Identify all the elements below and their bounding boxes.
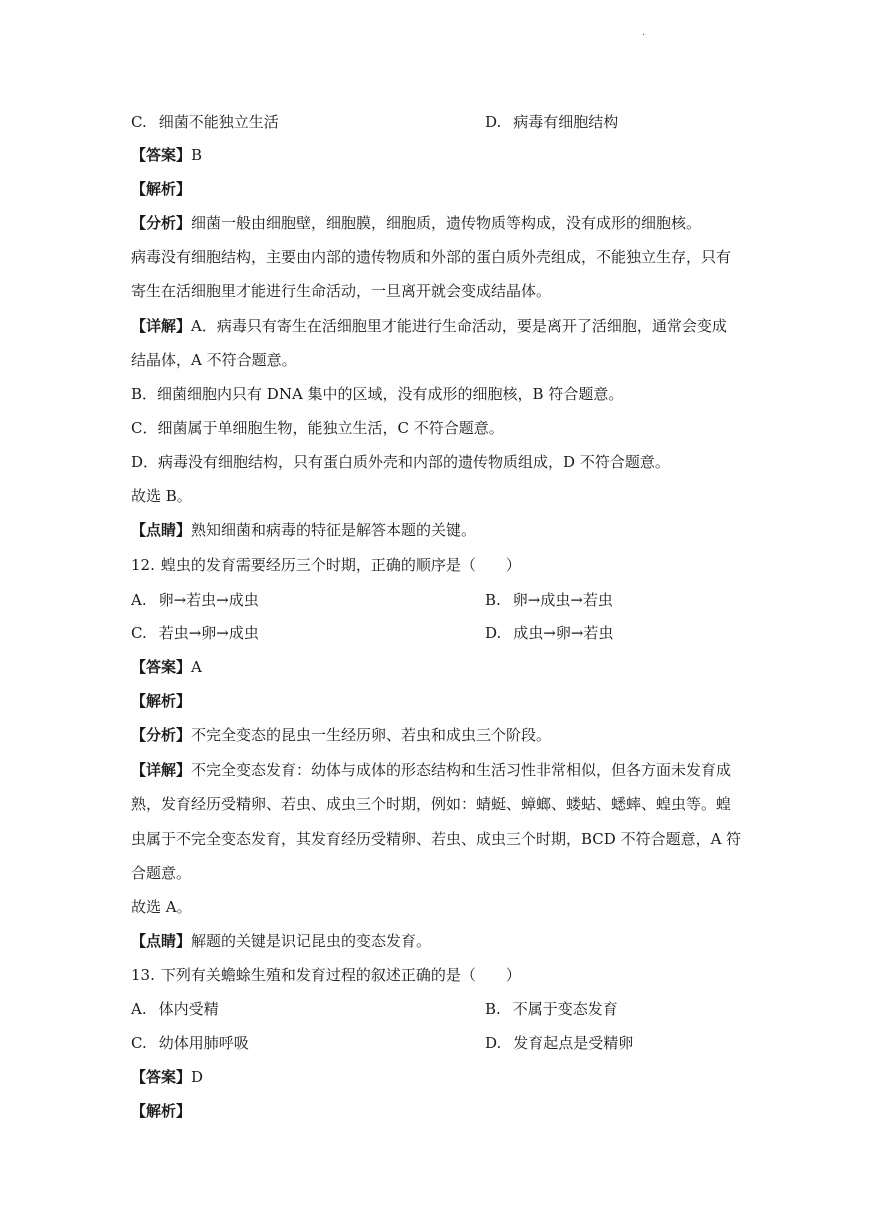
q13-answer-line: 【答案】D (131, 1068, 204, 1086)
q12-answer-line: 【答案】A (131, 658, 202, 676)
q12-dianjing-line: 【点睛】解题的关键是识记昆虫的变态发育。 (131, 932, 432, 950)
choose-line: 故选 B。 (131, 487, 192, 505)
paragraph-line: 病毒没有细胞结构，主要由内部的遗传物质和外部的蛋白质外壳组成，不能独立生存，只有 (131, 248, 732, 266)
q12-fenxi-line: 【分析】不完全变态的昆虫一生经历卵、若虫和成虫三个阶段。 (131, 726, 552, 744)
question-13-stem: 13. 下列有关蟾蜍生殖和发育过程的叙述正确的是（ ） (131, 966, 521, 984)
dianjing-line: 【点睛】熟知细菌和病毒的特征是解答本题的关键。 (131, 521, 477, 539)
q12-option-c: C. 若虫→卵→成虫 (131, 624, 259, 642)
paragraph-line: 合题意。 (131, 864, 192, 882)
q12-analysis-heading: 【解析】 (131, 692, 192, 710)
q13-option-d: D. 发育起点是受精卵 (485, 1034, 634, 1052)
q12-choose-line: 故选 A。 (131, 898, 192, 916)
paragraph-line: 虫属于不完全变态发育，其发育经历受精卵、若虫、成虫三个时期，BCD 不符合题意，A 符 (131, 830, 742, 848)
option-c: C. 细菌不能独立生活 (131, 113, 279, 131)
paragraph-line: 熟，发育经历受精卵、若虫、成虫三个时期，例如：蜻蜓、蟑螂、蝼蛄、蟋蟀、蝗虫等。蝗 (131, 795, 732, 813)
option-d: D. 病毒有细胞结构 (485, 113, 619, 131)
paragraph-line: 结晶体，A 不符合题意。 (131, 351, 297, 369)
q13-analysis-heading: 【解析】 (131, 1102, 192, 1120)
q12-xiangjie-line: 【详解】不完全变态发育：幼体与成体的形态结构和生活习性非常相似，但各方面未发育成 (131, 761, 732, 779)
q13-option-c: C. 幼体用肺呼吸 (131, 1034, 249, 1052)
xiangjie-line: 【详解】A．病毒只有寄生在活细胞里才能进行生命活动，要是离开了活细胞，通常会变成 (131, 317, 727, 335)
explanation-b: B．细菌细胞内只有 DNA 集中的区域，没有成形的细胞核，B 符合题意。 (131, 385, 624, 403)
paragraph-line: 寄生在活细胞里才能进行生命活动，一旦离开就会变成结晶体。 (131, 282, 552, 300)
q13-option-a: A. 体内受精 (131, 1000, 219, 1018)
q12-option-d: D. 成虫→卵→若虫 (485, 624, 614, 642)
q12-option-b: B. 卵→成虫→若虫 (485, 591, 613, 609)
q12-option-a: A. 卵→若虫→成虫 (131, 591, 259, 609)
fenxi-line: 【分析】细菌一般由细胞壁，细胞膜，细胞质，遗传物质等构成，没有成形的细胞核。 (131, 214, 702, 232)
header-mark: · (642, 30, 646, 41)
question-12-stem: 12. 蝗虫的发育需要经历三个时期，正确的顺序是（ ） (131, 556, 521, 574)
explanation-d: D．病毒没有细胞结构，只有蛋白质外壳和内部的遗传物质组成，D 不符合题意。 (131, 453, 670, 471)
q13-option-b: B. 不属于变态发育 (485, 1000, 618, 1018)
explanation-c: C．细菌属于单细胞生物，能独立生活，C 不符合题意。 (131, 419, 504, 437)
analysis-heading: 【解析】 (131, 180, 192, 198)
answer-line: 【答案】B (131, 146, 203, 164)
